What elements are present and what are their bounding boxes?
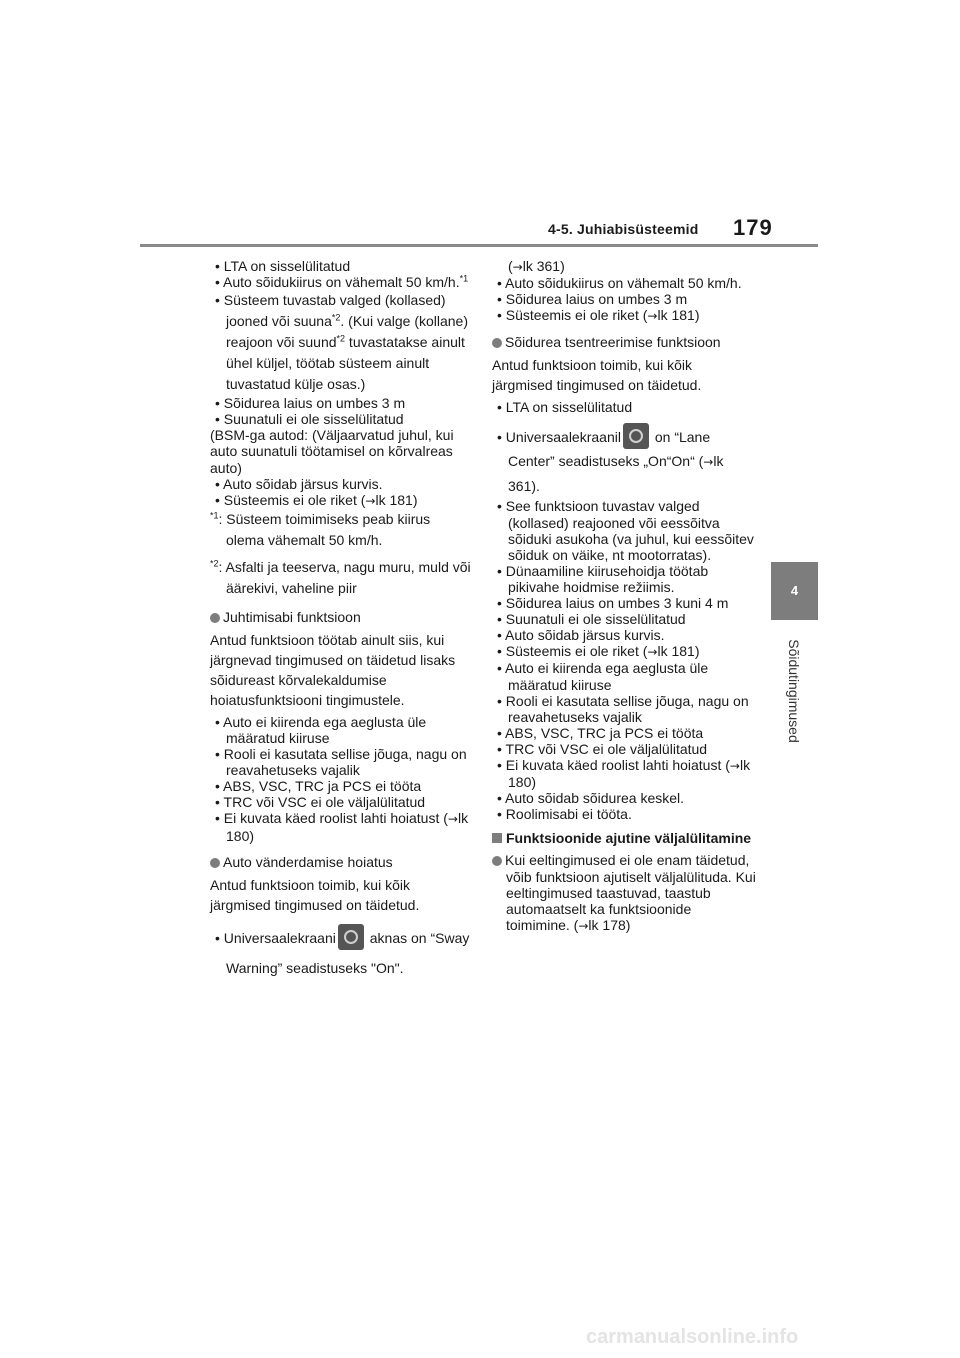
list-item: • Suunatuli ei ole sisselülitatud — [215, 411, 404, 428]
settings-gear-icon — [338, 924, 364, 950]
heading-text: Funktsioonide ajutine väljalülitamine — [506, 830, 752, 847]
list-item: • Auto ei kiirenda ega aeglusta üle määratud kiiruse — [215, 713, 427, 746]
subsection-heading — [210, 607, 472, 627]
arrow-icon: → — [578, 918, 589, 933]
item-text: LTA on sisselülitatud — [505, 399, 633, 416]
footnote-mark: *1 — [210, 510, 219, 521]
item-text: Auto sõidab järsus kurvis. — [223, 475, 383, 492]
subsection-heading — [492, 332, 756, 352]
item-text: Auto ei kiirenda ega aeglusta üle määratud kiiruse — [505, 660, 709, 693]
list-item: • Universaalekraanil on “Lane Center” seadistuseks „On“On“ (→lk 361). — [492, 423, 756, 498]
arrow-icon: → — [729, 758, 740, 773]
footnote-text: : Asfalti ja teeserva, nagu muru, muld või äärekivi, vaheline piir — [218, 558, 471, 596]
page-number: 179 — [733, 215, 773, 240]
arrow-icon: → — [365, 493, 376, 508]
paragraph: Antud funktsioon toimib, kui kõik järgmised tingimused on täidetud. — [492, 357, 702, 394]
list-item: • Auto ei kiirenda ega aeglusta üle määratud kiiruse — [497, 660, 709, 693]
item-text: Universaalekraani — [223, 929, 336, 946]
list-item: • Suunatuli ei ole sisselülitatud — [497, 611, 686, 628]
item-text: Sõidurea laius on umbes 3 m — [223, 395, 406, 412]
list-item: • LTA on sisselülitatud — [497, 399, 633, 416]
page-ref: lk 180) — [508, 756, 751, 791]
list-item: • ABS, VSC, TRC ja PCS ei tööta — [215, 778, 422, 795]
left-column — [210, 258, 472, 983]
arrow-icon: → — [512, 260, 523, 274]
list-item: • Rooli ei kasutata sellise jõuga, nagu on reavahetuseks vajalik — [497, 692, 749, 725]
list-item: • See funktsioon tuvastav valged (kollased) reajooned või eessõitva sõiduki asukoha (va juhul, kui eessõitev sõiduk on väike, nt mootorratas). — [497, 498, 754, 563]
list-item: • Dünaamiline kiirusehoidja töötab pikivahe hoidmise režiimis. — [497, 562, 709, 595]
item-text: ABS, VSC, TRC ja PCS ei tööta — [223, 778, 422, 795]
heading-text: Juhtimisabi funktsioon — [223, 608, 361, 625]
list-item: • ABS, VSC, TRC ja PCS ei tööta — [497, 724, 704, 741]
footnote-1 — [210, 509, 472, 551]
item-text: on “Lane Center” seadistuseks „On“On“ ( — [508, 429, 711, 470]
arrow-icon: → — [647, 645, 658, 660]
bullet-dot-icon — [210, 613, 220, 623]
footnote-text: : Süsteem toimimiseks peab kiirus olema vähemalt 50 km/h. — [218, 510, 431, 548]
item-text: Ei kuvata käed roolist lahti hoiatust ( — [505, 756, 730, 773]
item-text: Rooli ei kasutata sellise jõuga, nagu on reavahetuseks vajalik — [223, 746, 467, 779]
item-text: Sõidurea laius on umbes 3 m — [505, 291, 688, 308]
page-ref: lk 361). — [508, 453, 724, 495]
bullet-dot-icon — [492, 338, 502, 348]
header-divider — [140, 244, 818, 247]
paragraph — [492, 852, 756, 933]
list-continuation: (→lk 361) — [508, 258, 565, 274]
item-text: Auto sõidukiirus on vähemalt 50 km/h. — [223, 274, 460, 291]
bsm-note: (BSM-ga autod: (Väljaarvatud juhul, kui auto suunatuli töötamisel on kõrvalreas auto) — [210, 427, 454, 476]
list-item: • Süsteemis ei ole riket (→lk 181) — [215, 491, 418, 508]
item-text: Suunatuli ei ole sisselülitatud — [505, 611, 686, 628]
list-item: • Sõidurea laius on umbes 3 m — [497, 291, 688, 308]
item-text: Auto sõidukiirus on vähemalt 50 km/h. — [505, 275, 742, 292]
page-ref: lk 178) — [588, 916, 631, 933]
watermark: carmanualsonline.info — [586, 1326, 799, 1348]
heading-text: Auto vänderdamise hoiatus — [223, 853, 393, 870]
list-item: • Süsteem tuvastab valged (kollased) jooned või suuna$^{*2}$. (Kui valge (kollane) reajoon või suund$^{*2}$ tuvastatakse ainult ühel küljel, töötab süsteem ainult tuvastatud külje osas.) — [215, 292, 469, 393]
item-text: Rooli ei kasutata sellise jõuga, nagu on reavahetuseks vajalik — [505, 692, 749, 725]
item-text: Auto sõidab järsus kurvis. — [505, 627, 665, 644]
list-item: • Auto sõidab sõidurea keskel. — [497, 790, 685, 807]
item-text: Suunatuli ei ole sisselülitatud — [223, 411, 404, 428]
item-text: See funktsioon tuvastav valged (kollased) reajooned või eessõitva sõiduki asukoha (va juhul, kui eessõitev sõiduk on väike, nt mootorratas). — [505, 498, 754, 563]
item-text: Ei kuvata käed roolist lahti hoiatust ( — [223, 810, 448, 827]
item-text: LTA on sisselülitatud — [223, 258, 351, 274]
arrow-icon: → — [703, 455, 714, 470]
arrow-icon: → — [447, 812, 458, 827]
list-item: • Rooli ei kasutata sellise jõuga, nagu on reavahetuseks vajalik — [215, 746, 467, 779]
paragraph-text: Kui eeltingimused ei ole enam täidetud, võib funktsioon ajutiselt väljalülituda. Kui eeltingimused taastuvad, taastub automaatselt ka funktsioonide toimimine. ( — [505, 852, 756, 933]
subsection-heading — [210, 852, 472, 872]
bullet-dot-icon — [210, 858, 220, 868]
item-text: tuvastatakse ainult ühel küljel, töötab süsteem ainult tuvastatud külje osas.) — [226, 334, 465, 393]
list-item: • Süsteemis ei ole riket (→lk 181) — [497, 307, 700, 324]
item-text: Roolimisabi ei tööta. — [505, 806, 632, 823]
paragraph: Antud funktsioon toimib, kui kõik järgmised tingimused on täidetud. — [210, 876, 420, 913]
item-text: Süsteem tuvastab valged (kollased) jooned või suuna — [223, 292, 446, 330]
chapter-label-text: Sõidutingimused — [786, 639, 802, 743]
list-item: • Ei kuvata käed roolist lahti hoiatust (→lk 180) — [497, 756, 751, 791]
list-item: • TRC või VSC ei ole väljalülitatud — [215, 794, 426, 811]
list-item: • Auto sõidukiirus on vähemalt 50 km/h. — [497, 275, 742, 292]
list-item: • Universaalekraani aknas on “Sway Warning” seadistuseks "On". — [210, 923, 472, 983]
item-text: Süsteemis ei ole riket ( — [505, 643, 648, 660]
list-item: • LTA on sisselülitatud — [215, 258, 351, 274]
heading-text: Sõidurea tsentreerimise funktsioon — [505, 334, 721, 351]
page-ref: lk 181) — [657, 307, 700, 324]
page-ref: lk 361) — [522, 258, 565, 274]
section-heading — [492, 830, 756, 846]
list-item: • Roolimisabi ei tööta. — [497, 806, 632, 823]
bullet-dot-icon — [492, 856, 502, 866]
paragraph: Antud funktsioon töötab ainult siis, kui järgnevad tingimused on täidetud lisaks sõidureast kõrvalekaldumise hoiatusfunktsiooni tingimustele. — [210, 631, 456, 708]
item-text: Auto sõidab sõidurea keskel. — [505, 790, 685, 807]
chapter-tab — [771, 562, 818, 620]
footnote-mark: *2 — [210, 558, 219, 569]
item-text: aknas on “Sway Warning” seadistuseks "On". — [226, 929, 470, 976]
chapter-number: 4 — [790, 583, 799, 598]
list-item: • Auto sõidukiirus on vähemalt 50 km/h.$^{*1}$ — [215, 273, 469, 291]
page-ref: lk 181) — [657, 643, 700, 660]
list-item: • Süsteemis ei ole riket (→lk 181) — [497, 643, 700, 660]
item-text: TRC või VSC ei ole väljalülitatud — [223, 794, 426, 811]
item-text: Dünaamiline kiirusehoidja töötab pikivahe hoidmise režiimis. — [505, 562, 709, 595]
item-text: Süsteemis ei ole riket ( — [505, 307, 648, 324]
settings-gear-icon — [623, 423, 649, 449]
item-text: ABS, VSC, TRC ja PCS ei tööta — [505, 724, 704, 741]
footnote-2 — [210, 557, 472, 599]
item-text: . (Kui valge (kollane) reajoon või suund — [226, 313, 469, 351]
page-ref: lk 181) — [375, 491, 418, 508]
page-ref: lk 180) — [226, 810, 469, 844]
list-item: • Ei kuvata käed roolist lahti hoiatust (→lk 180) — [215, 810, 469, 844]
item-text: Auto ei kiirenda ega aeglusta üle määratud kiiruse — [223, 713, 427, 746]
section-title: 4-5. Juhiabisüsteemid — [548, 221, 699, 237]
item-text: Süsteemis ei ole riket ( — [223, 491, 366, 508]
list-item: • Auto sõidab järsus kurvis. — [215, 475, 383, 492]
right-column — [492, 258, 756, 934]
item-text: Universaalekraanil — [505, 429, 621, 446]
heading-square-icon — [492, 833, 502, 843]
list-item: • Sõidurea laius on umbes 3 m — [215, 395, 406, 412]
arrow-icon: → — [647, 309, 658, 324]
list-item: • TRC või VSC ei ole väljalülitatud — [497, 740, 708, 757]
chapter-label — [772, 632, 816, 750]
list-item: • Auto sõidab järsus kurvis. — [497, 627, 665, 644]
list-item: • Sõidurea laius on umbes 3 kuni 4 m — [497, 595, 729, 612]
item-text: Sõidurea laius on umbes 3 kuni 4 m — [505, 595, 729, 612]
item-text: TRC või VSC ei ole väljalülitatud — [505, 740, 708, 757]
